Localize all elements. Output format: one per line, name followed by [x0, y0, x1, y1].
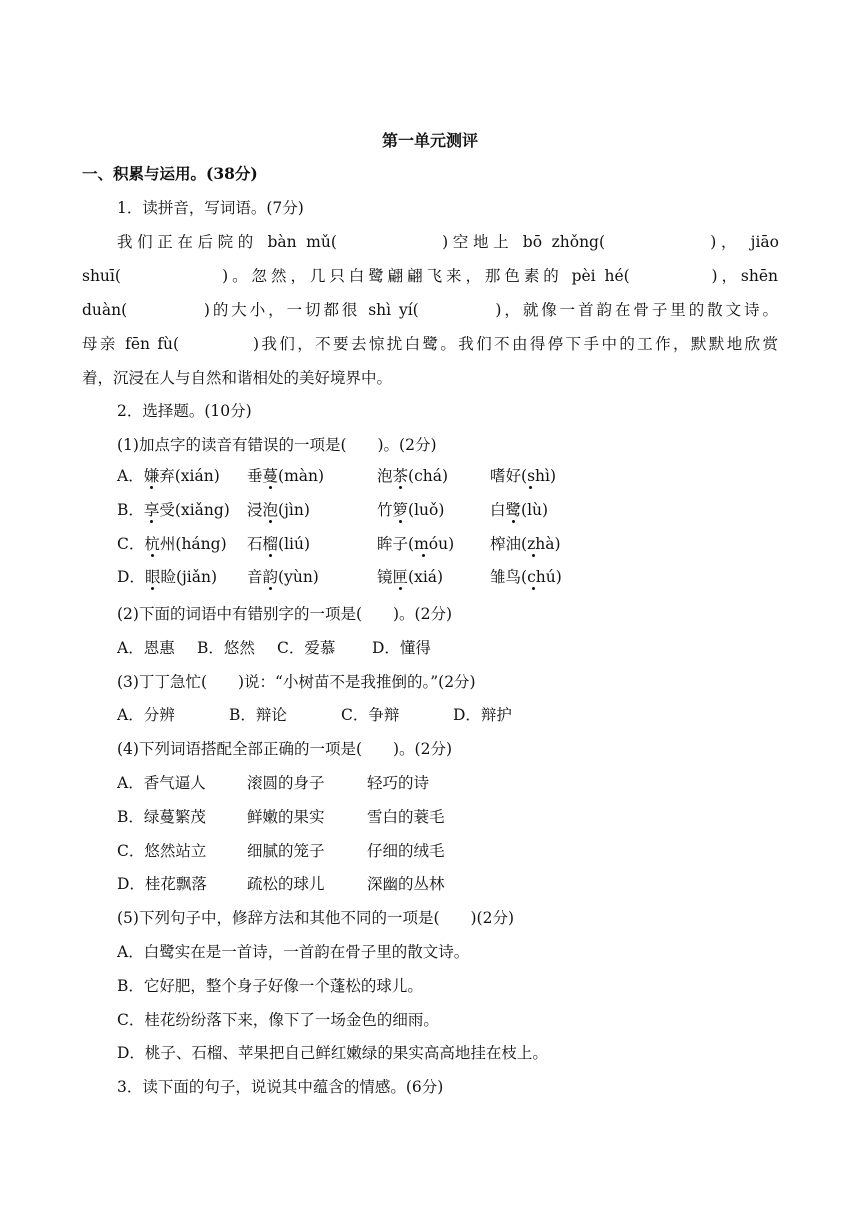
- option-c-phrase-2: 细腻的笼子: [247, 842, 325, 860]
- option-b: B．悠然: [197, 639, 255, 657]
- option-c-word-3: 眸子(móu): [377, 535, 455, 553]
- question-1-line-5: 着，沉浸在人与自然和谐相处的美好境界中。: [82, 369, 393, 387]
- option-d-word-4: 雏鸟(chú): [490, 568, 562, 586]
- question-1-line-4: 母亲 fēn fù( )我们，不要去惊扰白鹭。我们不由得停下手中的工作，默默地欣赏: [82, 335, 778, 353]
- option-b-word-4: 白鹭(lù): [490, 501, 549, 519]
- subquestion-1-option-b: [117, 500, 817, 520]
- subquestion-1-option-c: [117, 534, 817, 554]
- subquestion-5-option-b: B．它好肥，整个身子好像一个蓬松的球儿。: [117, 977, 423, 995]
- option-a: A．分辨: [117, 706, 175, 724]
- subquestion-3-stem: (3)丁丁急忙( )说：“小树苗不是我推倒的。”(2分): [117, 673, 476, 691]
- subquestion-2-options: [117, 638, 817, 658]
- option-d-word-1: D．眼睑(jiǎn): [117, 568, 218, 586]
- option-d-phrase-1: D．桂花飘落: [117, 875, 207, 893]
- option-d-phrase-2: 疏松的球儿: [247, 875, 325, 893]
- question-2-heading: 2．选择题。(10分): [117, 402, 252, 420]
- subquestion-5-option-a: A．白鹭实在是一首诗，一首韵在骨子里的散文诗。: [117, 943, 470, 961]
- option-b-phrase-1: B．绿蔓繁茂: [117, 808, 206, 826]
- subquestion-5-option-d: D．桃子、石榴、苹果把自己鲜红嫩绿的果实高高地挂在枝上。: [117, 1044, 548, 1062]
- subquestion-2-stem: (2)下面的词语中有错别字的一项是( )。(2分): [117, 605, 453, 623]
- option-a-phrase-1: A．香气逼人: [117, 774, 206, 792]
- subquestion-5-option-c: C．桂花纷纷落下来，像下了一场金色的细雨。: [117, 1011, 439, 1029]
- option-c-word-1: C．杭州(háng): [117, 535, 227, 553]
- subquestion-4-stem: (4)下列词语搭配全部正确的一项是( )。(2分): [117, 740, 453, 758]
- subquestion-3-options: [117, 705, 817, 725]
- question-1-line-3: duàn( )的大小，一切都很 shì yí( )，就像一首韵在骨子里的散文诗。: [82, 301, 778, 319]
- subquestion-1-option-d: [117, 567, 817, 587]
- option-c-phrase-1: C．悠然站立: [117, 842, 207, 860]
- option-a-word-4: 嗜好(shì): [490, 467, 557, 485]
- option-c-phrase-3: 仔细的绒毛: [367, 842, 445, 860]
- subquestion-1-option-a: [117, 466, 817, 486]
- subquestion-4-option-b: [117, 807, 817, 827]
- option-a-word-3: 泡茶(chá): [377, 467, 449, 485]
- option-b-phrase-2: 鲜嫩的果实: [247, 808, 325, 826]
- option-d: D．懂得: [372, 639, 431, 657]
- question-3-heading: 3．读下面的句子，说说其中蕴含的情感。(6分): [117, 1078, 444, 1096]
- subquestion-4-option-c: [117, 841, 817, 861]
- option-d-word-2: 音韵(yùn): [247, 568, 319, 586]
- option-d: D．辩护: [453, 706, 512, 724]
- option-c: C．争辩: [341, 706, 400, 724]
- option-b-word-3: 竹箩(luǒ): [377, 501, 445, 519]
- question-1-line-2: shuī( )。忽然，几只白鹭翩翩飞来，那色素的 pèi hé( )，shēn: [82, 267, 778, 285]
- option-d-phrase-3: 深幽的丛林: [367, 875, 445, 893]
- subquestion-4-option-a: [117, 773, 817, 793]
- option-a-phrase-3: 轻巧的诗: [367, 774, 430, 792]
- option-c: C．爱慕: [277, 639, 336, 657]
- subquestion-1-stem: (1)加点字的读音有错误的一项是( )。(2分): [117, 436, 437, 454]
- option-a-word-2: 垂蔓(màn): [247, 467, 325, 485]
- question-1-heading: 1．读拼音，写词语。(7分): [117, 199, 304, 217]
- option-b: B．辩论: [229, 706, 287, 724]
- subquestion-5-stem: (5)下列句子中，修辞方法和其他不同的一项是( )(2分): [117, 909, 515, 927]
- option-c-word-4: 榨油(zhà): [490, 535, 561, 553]
- option-a-word-1: A．嫌弃(xián): [117, 467, 220, 485]
- option-a: A．恩惠: [117, 639, 175, 657]
- page-title: 第一单元测评: [381, 131, 478, 150]
- section-heading: 一、积累与运用。(38分): [82, 164, 258, 183]
- question-1-line-1: 我们正在后院的 bàn mǔ( )空地上 bō zhǒng( )， jiāo: [117, 233, 779, 251]
- option-b-word-2: 浸泡(jìn): [247, 501, 310, 519]
- option-c-word-2: 石榴(liú): [247, 535, 311, 553]
- subquestion-4-option-d: [117, 874, 817, 894]
- option-b-word-1: B．享受(xiǎng): [117, 501, 230, 519]
- option-b-phrase-3: 雪白的蓑毛: [367, 808, 445, 826]
- option-d-word-3: 镜匣(xiá): [377, 568, 444, 586]
- option-a-phrase-2: 滚圆的身子: [247, 774, 325, 792]
